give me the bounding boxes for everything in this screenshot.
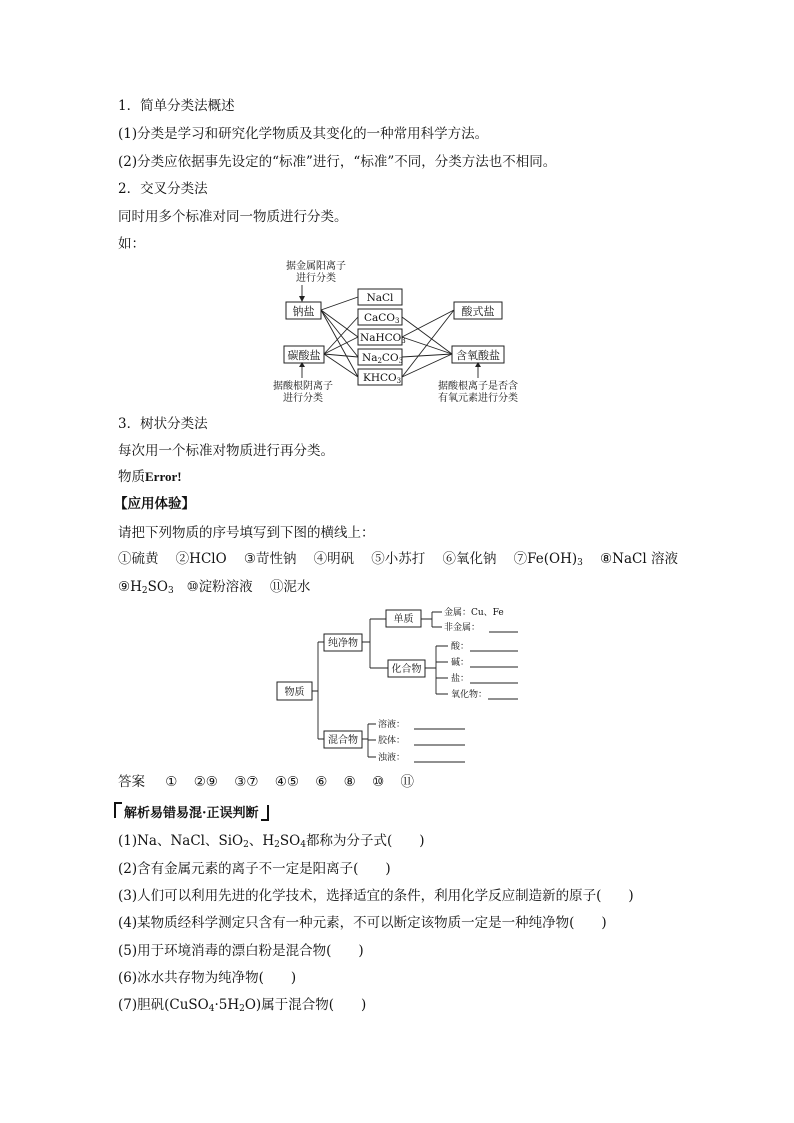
tree-base-label: 碱：: [451, 658, 470, 668]
item-10: ⑩淀粉溶液: [186, 579, 253, 595]
error-text: Error!: [145, 469, 182, 484]
tree-mixture-label: 混合物: [328, 735, 358, 746]
tree-nonmetal-label: 非金属：: [444, 623, 481, 633]
tree-suspension-label: 浊液：: [378, 753, 406, 763]
tree-colloid-label: 胶体：: [378, 736, 406, 746]
answer-6: ⑧: [343, 774, 356, 790]
tree-mixture-bracket: [362, 724, 376, 757]
item-1: ①硫黄: [118, 551, 159, 567]
bracket-close-icon: [261, 805, 269, 821]
box-caco3-label: CaCO3: [364, 312, 400, 325]
bracket-open-icon: [114, 802, 122, 818]
box-khco3-label: KHCO3: [363, 372, 402, 385]
box-oxysalt-label: 含氧酸盐: [456, 349, 500, 362]
section-3-prefix: 物质: [118, 469, 145, 485]
answer-4: ④⑤: [274, 774, 299, 790]
practice-instruction: 请把下列物质的序号填写到下图的横线上：: [118, 525, 375, 541]
item-11: ⑪泥水: [269, 579, 311, 595]
answer-label: 答案: [118, 774, 145, 790]
judge-question-2: (2)含有金属元素的离子不一定是阳离子( ): [118, 861, 391, 877]
box-na2co3-label: Na2CO3: [362, 352, 404, 365]
judge-header-text: 解析易错易混·正误判断: [124, 806, 259, 821]
tree-salt-label: 盐：: [451, 674, 470, 684]
judge-question-3: (3)人们可以利用先进的化学技术，选择适宜的条件，利用化学反应制造新的原子( ): [118, 888, 634, 904]
item-8: ⑧NaCl 溶液: [600, 551, 678, 567]
judge-question-7: (7)胆矾$(CuSO_4\cdot 5H_2O)$属于混合物( ): [118, 997, 367, 1014]
box-nacl-label: NaCl: [366, 292, 394, 304]
top-note-line-1: 据金属阳离子: [286, 261, 346, 272]
box-carbonate-label: 碳酸盐: [287, 349, 321, 362]
bottom-note-line-1: 据酸根阴离子: [273, 381, 333, 392]
section-1-paragraph-1: (1)分类是学习和研究化学物质及其变化的一种常用科学方法。: [118, 126, 489, 142]
section-1-paragraph-2: (2)分类应依据事先设定的“标准”进行，“标准”不同，分类方法也不相同。: [118, 154, 557, 170]
answer-line: [118, 773, 426, 791]
answer-8: ⑪: [400, 774, 414, 790]
section-2-title: 2．交叉分类法: [118, 181, 208, 197]
judge-question-5: (5)用于环境消毒的漂白粉是混合物( ): [118, 943, 364, 959]
box-sodium-salt-label: 钠盐: [292, 305, 315, 318]
section-2-paragraph-1: 同时用多个标准对同一物质进行分类。: [118, 209, 348, 225]
tree-compound-bracket: [425, 646, 448, 694]
tree-solution-label: 溶液：: [378, 720, 406, 730]
item-6: ⑥氧化钠: [442, 551, 497, 567]
tree-root-bracket: [312, 642, 324, 739]
answer-1: ①: [165, 774, 178, 790]
judge-question-1: (1)Na、NaCl、SiO$_2$、$H_2SO_4$都称为分子式( ): [118, 833, 425, 850]
answer-2: ②⑨: [193, 774, 218, 790]
judge-question-4: (4)某物质经科学测定只含有一种元素，不可以断定该物质一定是一种纯净物( ): [118, 915, 607, 931]
item-3: ③苛性钠: [243, 551, 297, 567]
item-5: ⑤小苏打: [371, 551, 426, 567]
right-note-line-1: 据酸根离子是否含: [438, 381, 518, 392]
section-1-title: 1．简单分类法概述: [118, 98, 235, 114]
tree-root-label: 物质: [284, 687, 305, 698]
box-acid-salt-label: 酸式盐: [461, 305, 495, 318]
item-9: $⑨H_2SO_3$: [118, 579, 174, 596]
tree-oxide-label: 氧化物：: [451, 690, 488, 700]
tree-metal-label: 金属：Cu、Fe: [444, 608, 504, 618]
tree-acid-label: 酸：: [451, 642, 470, 652]
tree-element-label: 单质: [393, 614, 414, 625]
tree-pure-bracket: [362, 619, 388, 668]
item-7: $⑦Fe(OH)_3$: [513, 551, 583, 568]
practice-header: 【应用体验】: [114, 496, 195, 512]
answer-7: ⑩: [372, 774, 385, 790]
item-2: ②HClO: [175, 551, 227, 567]
right-note-line-2: 有氧元素进行分类: [438, 393, 518, 404]
section-2-paragraph-2: 如：: [118, 236, 145, 252]
item-4: ④明矾: [313, 551, 355, 567]
judge-question-6: (6)冰水共存物为纯净物( ): [118, 970, 297, 986]
bottom-note-line-2: 进行分类: [283, 393, 323, 404]
section-3-title: 3．树状分类法: [118, 416, 208, 432]
top-note-line-2: 进行分类: [296, 273, 336, 284]
tree-element-bracket: [421, 612, 442, 627]
answer-3: ③⑦: [234, 774, 259, 790]
section-3-paragraph-1: 每次用一个标准对物质进行再分类。: [118, 443, 334, 459]
practice-header-text: 应用体验: [127, 496, 182, 512]
box-nahco3-label: NaHCO3: [360, 332, 406, 345]
answer-5: ⑥: [315, 774, 328, 790]
tree-compound-label: 化合物: [391, 664, 422, 675]
tree-pure-label: 纯净物: [328, 638, 358, 649]
judge-header: [114, 802, 269, 823]
